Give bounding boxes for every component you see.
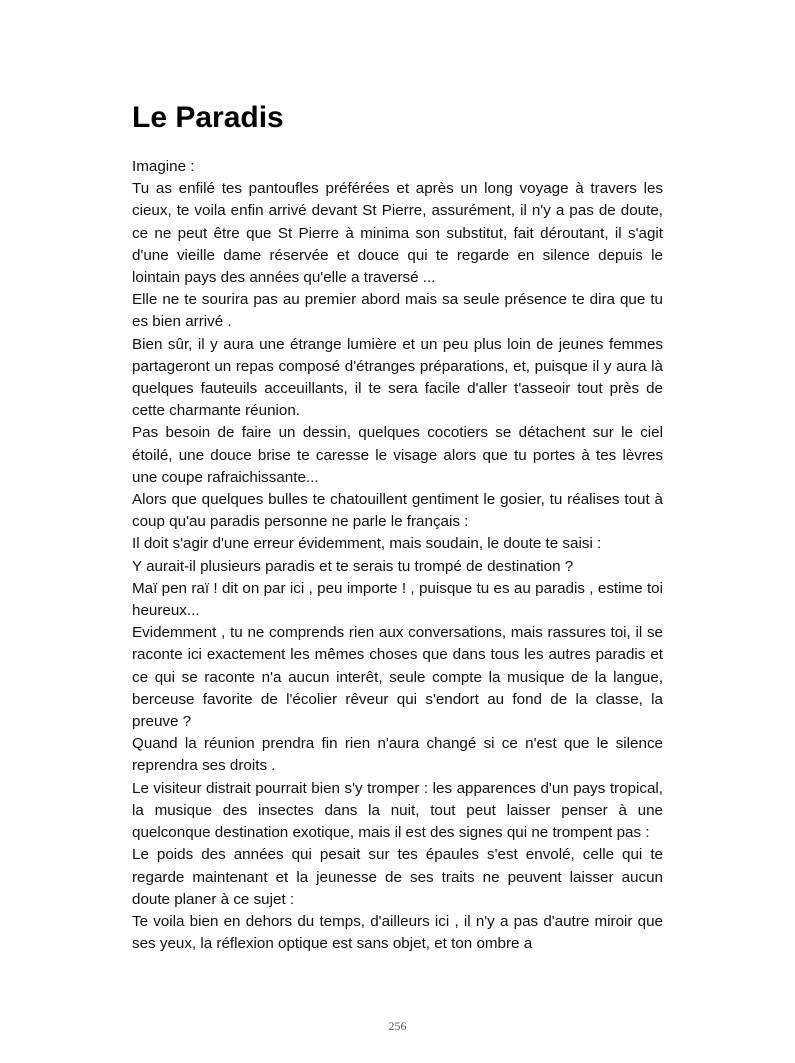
paragraph: Tu as enfilé tes pantoufles préférées et après un long voyage à travers les cieux, te voila enfin arrivé devant St Pierre, assurément, il n'y a pas de doute, ce ne peut être que St Pierre à minima son substitut, fait déroutant, il s'agit d'une vieille dame réservée et douce qui te regarde en silence depuis le lointain pays des années qu'elle a traversé ... <box>132 180 663 287</box>
page-title: Le Paradis <box>132 101 284 134</box>
paragraph: Le poids des années qui pesait sur tes épaules s'est envolé, celle qui te regarde maintenant et la jeunesse de ses traits ne peuvent laisser aucun doute planer à ce sujet : <box>132 846 663 908</box>
paragraph: Elle ne te sourira pas au premier abord mais sa seule présence te dira que tu es bien arrivé . <box>132 291 663 331</box>
paragraph: Le visiteur distrait pourrait bien s'y tromper : les apparences d'un pays tropical, la musique des insectes dans la nuit, tout peut laisser penser à une quelconque destination exotique, mais il est des signes qui ne trompent pas : <box>132 779 663 842</box>
paragraph: Maï pen raï ! dit on par ici , peu importe ! , puisque tu es au paradis , estime toi heureux... <box>132 579 663 620</box>
paragraph: Imagine : <box>132 158 195 175</box>
paragraph: Y aurait-il plusieurs paradis et te serais tu trompé de destination ? <box>132 557 574 575</box>
paragraph: Te voila bien en dehors du temps, d'ailleurs ici , il n'y a pas d'autre miroir que ses yeux, la réflexion optique est sans objet, et ton ombre a <box>132 912 663 953</box>
paragraph: Bien sûr, il y aura une étrange lumière et un peu plus loin de jeunes femmes partageront un repas composé d'étranges préparations, et, puisque il y aura là quelques fauteuils acceuillants, il te sera facile d'aller t'asseoir tout près de cette charmante réunion. <box>132 335 663 420</box>
paragraph: Alors que quelques bulles te chatouillent gentiment le gosier, tu réalises tout à coup qu'au paradis personne ne parle le français : <box>132 491 663 531</box>
document-page <box>132 0 663 1063</box>
paragraph: Pas besoin de faire un dessin, quelques cocotiers se détachent sur le ciel étoilé, une douce brise te caresse le visage alors que tu portes à tes lèvres une coupe rafraichissante... <box>132 424 663 486</box>
paragraph: Quand la réunion prendra fin rien n'aura changé si ce n'est que le silence reprendra ses droits . <box>132 735 663 775</box>
body-text <box>132 156 663 955</box>
paragraph: Evidemment , tu ne comprends rien aux conversations, mais rassures toi, il se raconte ici exactement les mêmes choses que dans tous les autres paradis et ce qui se raconte n'a aucun interêt, seule compte la musique de la langue, berceuse favorite de l'écolier rêveur qui s'endort au fond de la classe, la preuve ? <box>132 624 663 731</box>
paragraph: Il doit s'agir d'une erreur évidemment, mais soudain, le doute te saisi : <box>132 535 602 553</box>
page-number: 256 <box>388 1019 407 1033</box>
